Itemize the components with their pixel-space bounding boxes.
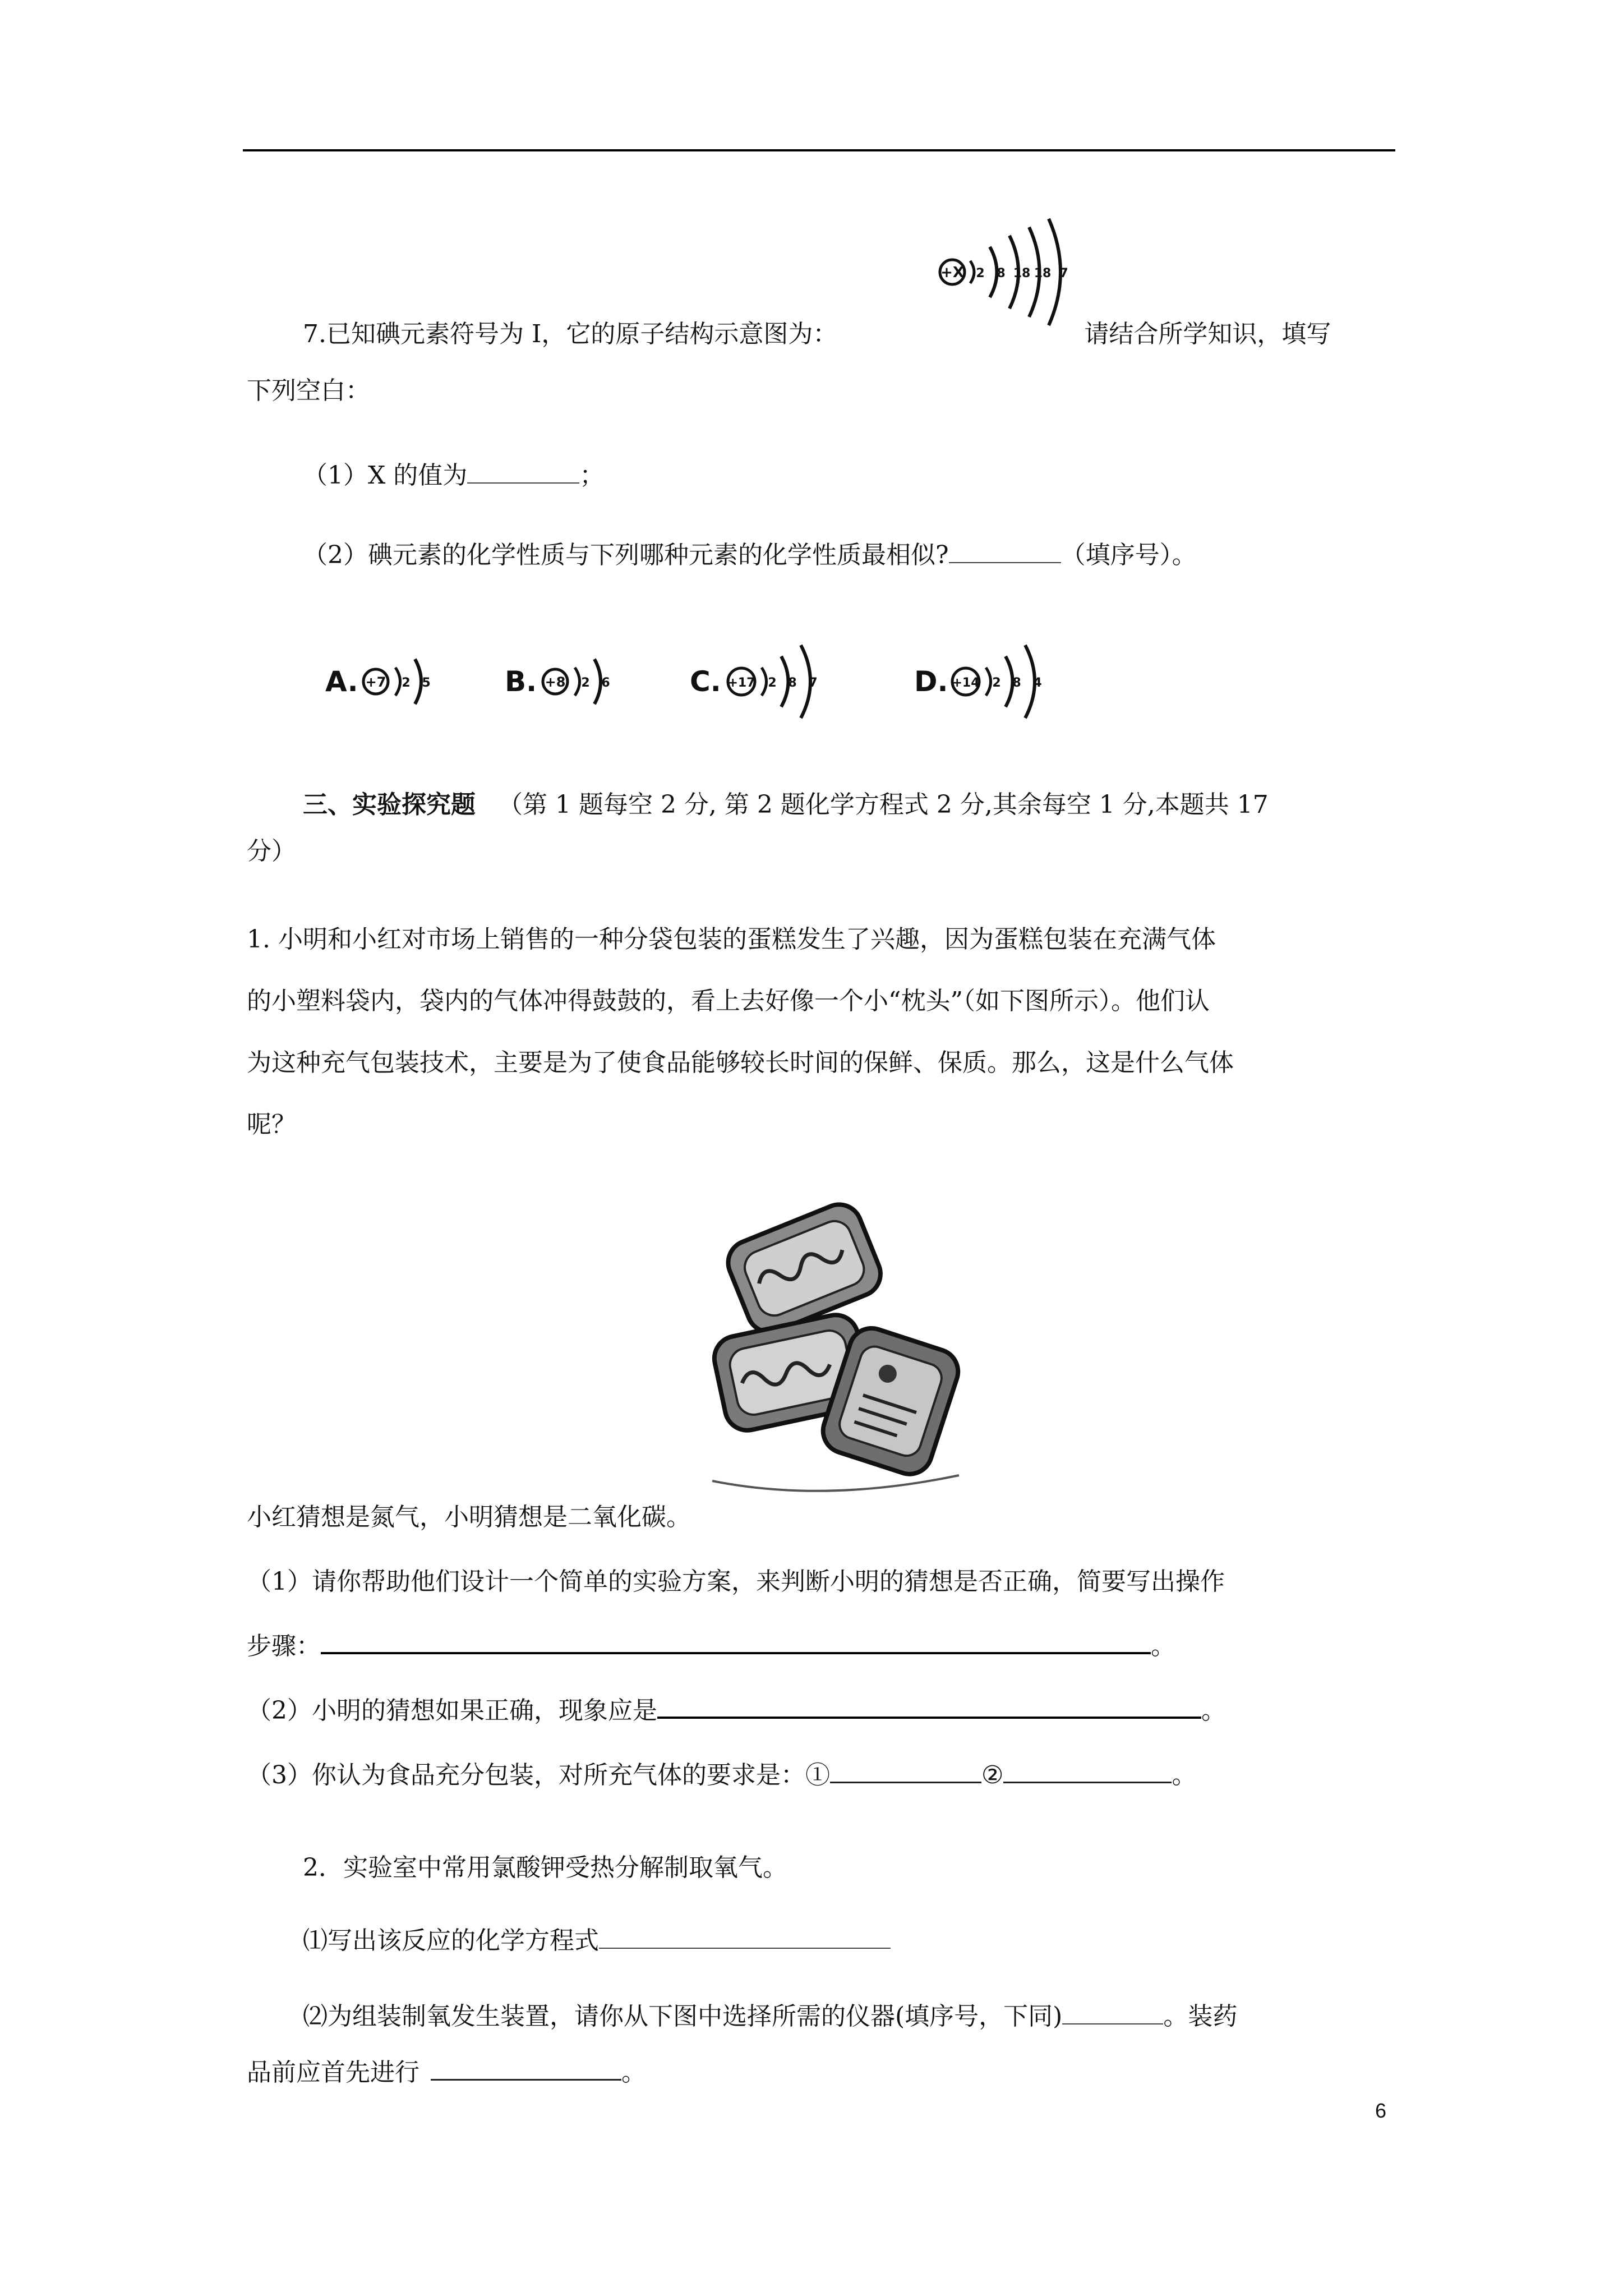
q7-stem-line1: 7.已知碘元素符号为 I，它的原子结构示意图为： 请结合所学知识，填写 (303, 320, 1331, 348)
option-b (505, 659, 610, 704)
ex1-para-line3: 为这种充气包装技术，主要是为了使食品能够较长时间的保鲜、保质。那么，这是什么气体 (247, 1048, 1234, 1077)
answer-blank-phenomenon[interactable] (657, 1694, 1201, 1719)
svg-text:+7: +7 (365, 674, 386, 690)
atom-shell-1: 2 (976, 266, 985, 280)
atom-shell-3: 18 (1013, 266, 1031, 280)
section3-note: （第 1 题每空 2 分, 第 2 题化学方程式 2 分,其余每空 1 分,本题共 17 (498, 790, 1269, 819)
atom-nucleus-label: +X (940, 264, 964, 281)
answer-blank-instruments[interactable] (1062, 2001, 1163, 2024)
shell-arc-2 (990, 247, 997, 297)
svg-text:6: 6 (601, 676, 610, 690)
answer-blank-x[interactable] (467, 460, 579, 484)
q7-stem-line2: 下列空白： (247, 376, 370, 405)
ex1-q1-line2: 步骤： 。 (247, 1630, 1396, 1663)
ex2-q2-line1: ⑵为组装制氧发生装置，请你从下图中选择所需的仪器(填序号，下同) 。装药 (303, 2002, 1238, 2031)
answer-blank-option[interactable] (949, 540, 1061, 563)
ex1-para-line1: 1. 小明和小红对市场上销售的一种分袋包装的蛋糕发生了兴趣，因为蛋糕包装在充满气体 (247, 925, 1216, 954)
ex1-q1-line1: （1）请你帮助他们设计一个简单的实验方案，来判断小明的猜想是否正确，简要写出操作 (247, 1567, 1225, 1596)
cake-bags-illustration (701, 1184, 970, 1498)
option-d (914, 645, 1042, 718)
svg-text:2: 2 (768, 676, 777, 690)
section3-note-cont: 分） (247, 837, 296, 866)
svg-text:8: 8 (788, 676, 797, 690)
page-number: 6 (1375, 2099, 1387, 2122)
ex2-q1: ⑴写出该反应的化学方程式 (303, 1924, 1396, 1958)
svg-text:2: 2 (581, 676, 590, 690)
svg-text:4: 4 (1033, 676, 1042, 690)
atom-shell-5: 7 (1059, 266, 1068, 280)
ex1-para-line2: 的小塑料袋内，袋内的气体冲得鼓鼓的，看上去好像一个小“枕头”（如下图所示）。他们认 (247, 987, 1210, 1015)
ex1-guess: 小红猜想是氮气，小明猜想是二氧化碳。 (247, 1503, 691, 1531)
ex1-q2: （2）小明的猜想如果正确，现象应是 。 (247, 1694, 1396, 1728)
option-b-label: B. (505, 665, 537, 698)
answer-blank-req2[interactable] (1003, 1759, 1172, 1783)
ex2-intro: 2．实验室中常用氯酸钾受热分解制取氧气。 (303, 1853, 787, 1882)
answer-blank-check[interactable] (431, 2056, 621, 2081)
ex1-q3: （3）你认为食品充分包装，对所充气体的要求是：① ② 。 (247, 1759, 1396, 1792)
option-c (690, 645, 818, 718)
svg-text:8: 8 (1012, 676, 1021, 690)
section3-title: 三、实验探究题 (303, 790, 476, 819)
option-a (325, 659, 431, 704)
option-c-label: C. (690, 665, 721, 698)
options-diagram (325, 634, 1122, 729)
option-d-label: D. (914, 665, 948, 698)
svg-text:5: 5 (422, 676, 431, 690)
svg-text:+14: +14 (952, 676, 980, 690)
svg-text:+8: +8 (545, 674, 566, 690)
section3-heading (303, 788, 1396, 822)
atom-shell-4: 18 (1034, 266, 1052, 280)
atom-shell-2: 8 (997, 266, 1006, 280)
q7-part2: （2）碘元素的化学性质与下列哪种元素的化学性质最相似? （填序号）。 (303, 541, 1197, 569)
shell-arc-1 (970, 261, 974, 283)
svg-text:+17: +17 (727, 676, 755, 690)
ex1-para-line4: 呢？ (247, 1110, 296, 1139)
q7-part1: （1）X 的值为 ； (303, 461, 605, 490)
svg-text:2: 2 (402, 676, 411, 690)
svg-text:2: 2 (992, 676, 1001, 690)
answer-blank-req1[interactable] (830, 1759, 981, 1783)
answer-blank-equation[interactable] (599, 1925, 891, 1949)
answer-blank-steps[interactable] (321, 1630, 1151, 1654)
bag-top (721, 1198, 887, 1338)
option-a-label: A. (325, 665, 358, 698)
header-rule (243, 149, 1395, 151)
ex2-q2-line2: 品前应首先进行 。 (247, 2056, 1396, 2090)
svg-text:7: 7 (809, 676, 818, 690)
